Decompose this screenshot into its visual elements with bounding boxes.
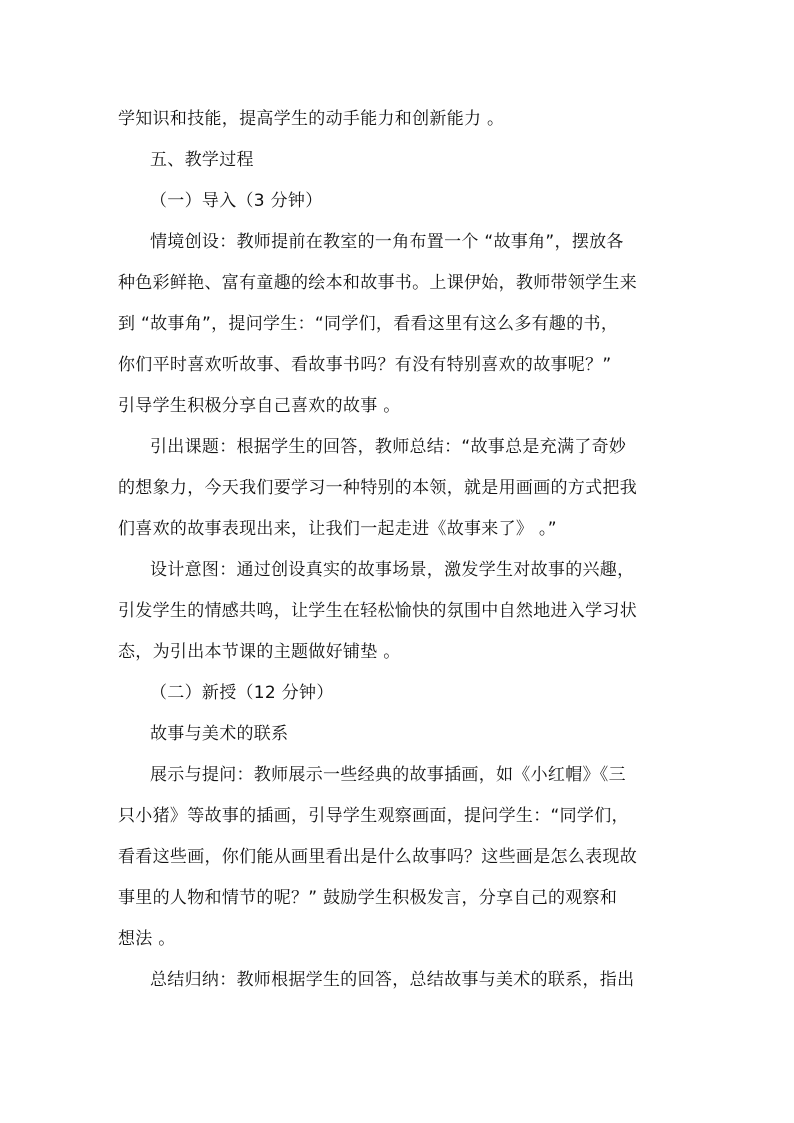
section-heading-teaching-process: 五、教学过程 bbox=[150, 150, 254, 170]
text-line-19: 看看这些画，你们能从画里看出是什么故事吗？这些画是怎么表现故 bbox=[118, 847, 637, 867]
text-line-4: 情境创设：教师提前在教室的一角布置一个 “故事角”，摆放各 bbox=[150, 232, 624, 252]
text-line-12: 设计意图：通过创设真实的故事场景，激发学生对故事的兴趣， bbox=[150, 560, 635, 580]
text-line-8: 引导学生积极分享自己喜欢的故事 。 bbox=[118, 396, 401, 416]
text-line-20: 事里的人物和情节的呢？” 鼓励学生积极发言，分享自己的观察和 bbox=[118, 888, 618, 908]
text-line-5: 种色彩鲜艳、富有童趣的绘本和故事书。上课伊始，教师带领学生来 bbox=[118, 273, 637, 293]
text-line-6: 到 “故事角”，提问学生：“同学们，看看这里有这么多有趣的书， bbox=[118, 314, 619, 334]
text-line-13: 引发学生的情感共鸣，让学生在轻松愉快的氛围中自然地进入学习状 bbox=[118, 601, 637, 621]
text-line-11: 们喜欢的故事表现出来，让我们一起走进《故事来了》 。” bbox=[118, 519, 557, 539]
text-line-10: 的想象力，今天我们要学习一种特别的本领，就是用画画的方式把我 bbox=[118, 478, 637, 498]
topic-heading-story-and-art: 故事与美术的联系 bbox=[150, 724, 289, 744]
text-line-7: 你们平时喜欢听故事、看故事书吗？有没有特别喜欢的故事呢？” bbox=[118, 355, 612, 375]
text-line-1: 学知识和技能，提高学生的动手能力和创新能力 。 bbox=[118, 109, 505, 129]
subsection-heading-introduction: （一）导入（3 分钟） bbox=[150, 191, 323, 211]
text-line-17: 展示与提问：教师展示一些经典的故事插画，如《小红帽》《三 bbox=[150, 765, 626, 785]
text-line-22: 总结归纳：教师根据学生的回答，总结故事与美术的联系，指出 bbox=[150, 970, 635, 990]
text-line-9: 引出课题：根据学生的回答，教师总结：“故事总是充满了奇妙 bbox=[150, 437, 627, 457]
subsection-heading-new-lesson: （二）新授（12 分钟） bbox=[150, 683, 334, 703]
text-line-18: 只小猪》等故事的插画，引导学生观察画面，提问学生：“同学们， bbox=[118, 806, 629, 826]
text-line-14: 态，为引出本节课的主题做好铺垫 。 bbox=[118, 642, 401, 662]
text-line-21: 想法 。 bbox=[118, 929, 176, 949]
